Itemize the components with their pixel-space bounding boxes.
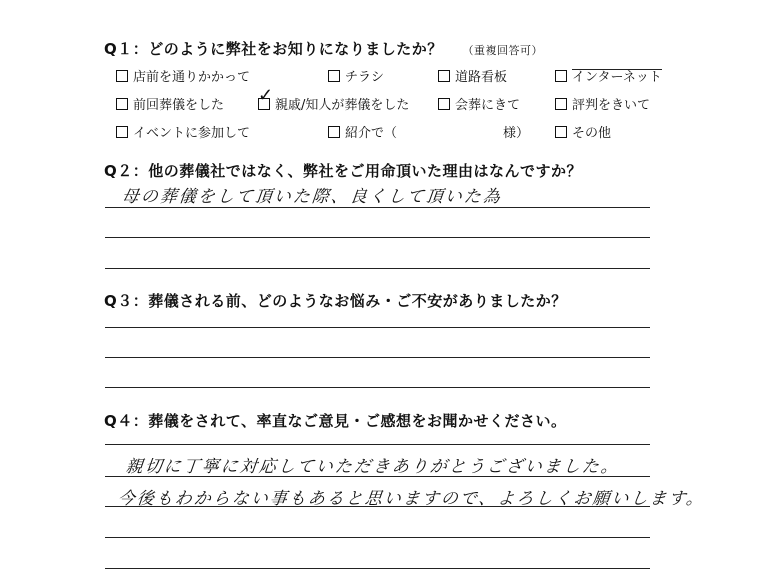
q4-answer-line-2[interactable]: 今後もわからない事もあると思いますので、よろしくお願いします。	[116, 489, 707, 509]
option-reputation[interactable]: 評判をきいて	[555, 94, 650, 113]
option-attended-funeral[interactable]: 会葬にきて	[438, 94, 520, 113]
q4-answer-rule-2	[105, 476, 650, 477]
q4-label: Q４：葬儀をされて、率直なご意見・ご感想をお聞かせください。	[104, 412, 567, 430]
checkbox[interactable]	[116, 126, 128, 138]
q4-answer-rule-5	[105, 568, 650, 569]
q2-answer-rule-2	[105, 237, 650, 238]
q4-answer-rule-4	[105, 537, 650, 538]
q3-answer-rule-1	[105, 327, 650, 328]
q3-answer-rule-2	[105, 357, 650, 358]
option-store-front[interactable]: 店前を通りかかって	[116, 66, 250, 85]
option-road-sign[interactable]: 道路看板	[438, 66, 507, 85]
option-introduction[interactable]: 紹介で（	[328, 122, 397, 141]
q2-label: Q２：他の葬儀社ではなく、弊社をご用命頂いた理由はなんですか？	[104, 162, 582, 180]
q2-answer-line-1[interactable]: 母の葬儀をして頂いた際、良くして頂いた為	[120, 187, 503, 207]
checkbox-checked[interactable]	[258, 98, 270, 110]
option-previous-funeral[interactable]: 前回葬儀をした	[116, 94, 224, 113]
checkbox[interactable]	[328, 70, 340, 82]
option-other[interactable]: その他	[555, 122, 611, 141]
q4-answer-rule-1	[105, 444, 650, 445]
option-relative-funeral[interactable]: ✓ 親戚/知人が葬儀をした	[258, 94, 409, 113]
option-internet[interactable]: インターネット	[555, 66, 662, 85]
checkbox[interactable]	[438, 98, 450, 110]
q3-label: Q３：葬儀される前、どのようなお悩み・ご不安がありましたか？	[104, 292, 567, 310]
checkbox[interactable]	[438, 70, 450, 82]
checkbox[interactable]	[555, 70, 567, 82]
q1-label: Q１：どのように弊社をお知りになりましたか？	[104, 40, 443, 58]
q4-answer-rule-3	[105, 506, 650, 507]
checkbox[interactable]	[116, 70, 128, 82]
option-event[interactable]: イベントに参加して	[116, 122, 250, 141]
checkbox[interactable]	[116, 98, 128, 110]
q2-answer-rule-3	[105, 268, 650, 269]
checkbox[interactable]	[328, 126, 340, 138]
q3-answer-rule-3	[105, 387, 650, 388]
introduction-suffix: 様）	[503, 126, 530, 141]
option-flyer[interactable]: チラシ	[328, 66, 384, 85]
q4-answer-line-1[interactable]: 親切に丁寧に対応していただきありがとうございました。	[124, 457, 621, 477]
q1-note: （重複回答可）	[462, 44, 543, 57]
q2-answer-rule-1	[105, 207, 650, 208]
checkbox[interactable]	[555, 126, 567, 138]
q1-question	[104, 38, 543, 59]
checkbox[interactable]	[555, 98, 567, 110]
